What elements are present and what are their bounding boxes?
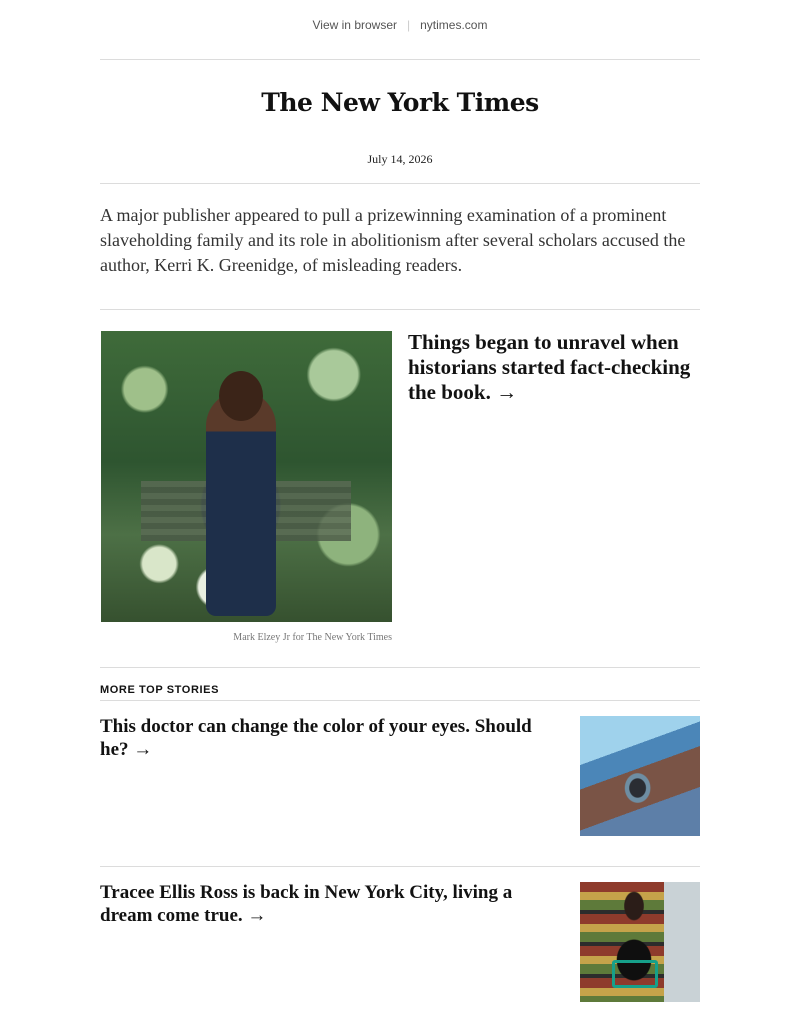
lead-story [100,310,700,668]
nyt-logo[interactable]: The New York Times [261,88,539,117]
story-thumbnail-grocery[interactable] [580,882,700,1002]
photo-credit: Mark Elzey Jr for The New York Times [233,632,392,643]
newsletter-date: July 14, 2026 [367,152,433,166]
newsletter [100,0,700,1033]
story-item [100,701,700,867]
section-label-more-top-stories: MORE TOP STORIES [100,668,700,701]
story-headline-link[interactable]: This doctor can change the color of your eyes. Should he? → [100,716,532,760]
masthead [100,60,700,184]
person-shape [206,391,276,616]
view-in-browser-link[interactable]: View in browser [312,17,397,32]
person-head-shape [219,371,263,421]
shopping-basket-shape [612,960,658,988]
lead-summary: A major publisher appeared to pull a prizewinning examination of a prominent slaveholding family and its role in abolitionism after several scholars accused the author, Kerri K. Greenidge, of misleading readers. [100,184,700,310]
lead-story-headline-link[interactable]: Things began to unravel when historians started fact-checking the book. → [408,330,691,404]
lead-story-photo[interactable] [101,331,392,622]
story-thumbnail-eye[interactable] [580,716,700,836]
top-links-bar [100,0,700,60]
nytimes-link[interactable]: nytimes.com [420,17,488,32]
story-item [100,867,700,1033]
story-headline-link[interactable]: Tracee Ellis Ross is back in New York City, living a dream come true. → [100,882,513,926]
link-separator: | [407,17,411,32]
